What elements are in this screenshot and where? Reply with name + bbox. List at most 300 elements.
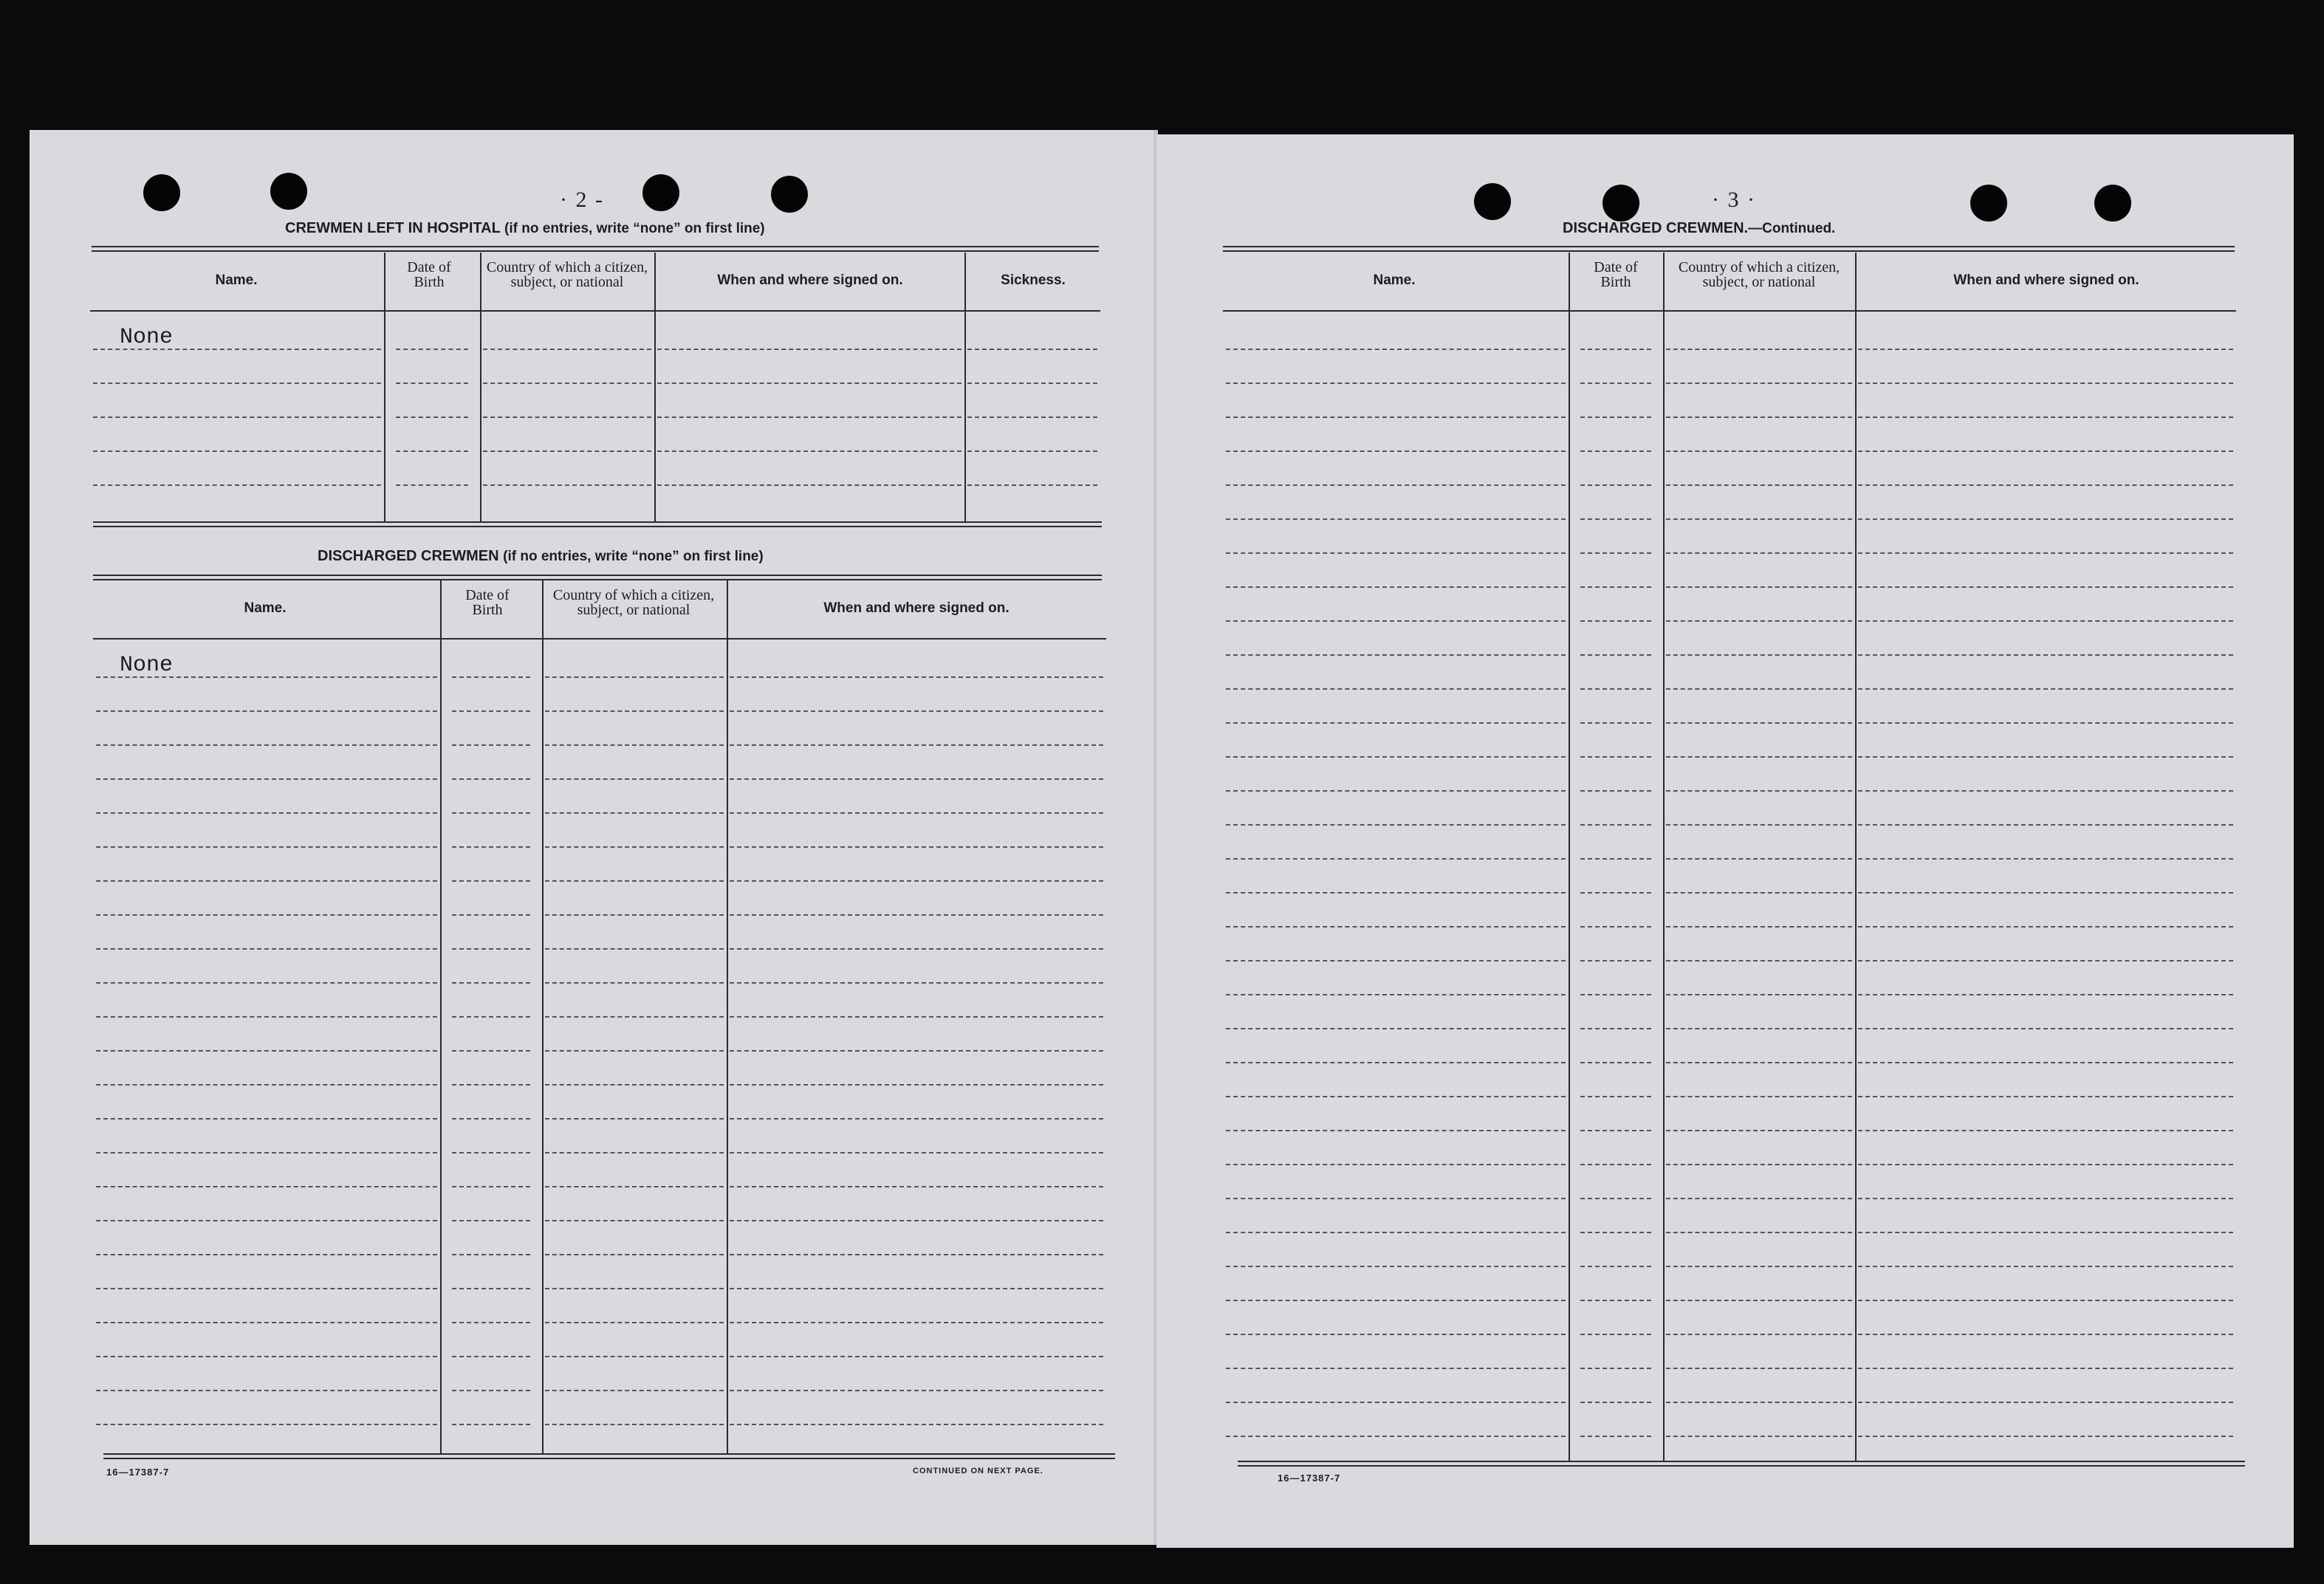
continued-bottom-rule (1238, 1461, 2245, 1467)
entry-line (1666, 1368, 1852, 1369)
entry-line (1226, 654, 1566, 656)
entry-line (1226, 1130, 1566, 1131)
entry-line (1226, 688, 1566, 690)
entry-line (1580, 654, 1651, 656)
entry-line (1858, 994, 2233, 995)
entry-line (1226, 620, 1566, 622)
entry-line (730, 710, 1103, 712)
punch-hole (771, 176, 808, 213)
entry-line (1858, 892, 2233, 894)
entry-line (96, 846, 437, 848)
entry-line (730, 1050, 1103, 1052)
entry-line (1858, 824, 2233, 826)
continued-header-rule (1223, 310, 2236, 312)
continued-title-text: DISCHARGED CREWMEN. (1563, 220, 1749, 236)
entry-line (1580, 926, 1651, 928)
entry-line (452, 1254, 530, 1255)
entry-line (1580, 994, 1651, 995)
entry-line (1226, 1232, 1566, 1233)
entry-line (1226, 1300, 1566, 1301)
entry-line (1580, 349, 1651, 350)
entry-line (93, 450, 381, 452)
entry-line (1858, 518, 2233, 520)
entry-line (1858, 1062, 2233, 1063)
entry-line (967, 484, 1097, 486)
entry-line (483, 349, 651, 350)
entry-line (1580, 892, 1651, 894)
entry-line (1858, 1164, 2233, 1165)
hospital-col-sickness: Sickness. (1001, 272, 1066, 288)
entry-line (1666, 688, 1852, 690)
entry-line (396, 450, 468, 452)
entry-line (1226, 1436, 1566, 1437)
column-divider (440, 580, 442, 1453)
entry-line (452, 710, 530, 712)
entry-line (1666, 654, 1852, 656)
entry-line (452, 846, 530, 848)
entry-line (1858, 484, 2233, 486)
continued-section-title (1563, 220, 1835, 237)
entry-line (1226, 858, 1566, 860)
entry-line (96, 1220, 437, 1221)
entry-line (452, 914, 530, 916)
punch-hole (270, 173, 307, 210)
entry-line (483, 383, 651, 384)
entry-line (1858, 416, 2233, 418)
hospital-section-title (285, 220, 765, 237)
entry-line (452, 982, 530, 984)
entry-line (1858, 1436, 2233, 1437)
left-page (30, 130, 1156, 1545)
entry-line (730, 982, 1103, 984)
entry-line (1858, 1198, 2233, 1199)
entry-line (452, 948, 530, 950)
entry-line (1666, 620, 1852, 622)
entry-line (730, 1084, 1103, 1086)
hospital-top-rule (92, 246, 1099, 252)
entry-line (96, 1254, 437, 1255)
entry-line (1666, 1164, 1852, 1165)
entry-line (1858, 1232, 2233, 1233)
entry-line (396, 383, 468, 384)
entry-line (545, 676, 724, 678)
entry-line (1226, 518, 1566, 520)
page-number: · 3 · (1712, 188, 1756, 212)
entry-line (96, 948, 437, 950)
entry-line (1580, 1266, 1651, 1267)
column-divider (1855, 253, 1857, 1461)
entry-line (1580, 722, 1651, 724)
entry-line (657, 484, 962, 486)
entry-line (545, 744, 724, 746)
entry-line (545, 710, 724, 712)
discharged-section-title (318, 548, 764, 565)
entry-line (1580, 1402, 1651, 1403)
entry-line (1858, 1266, 2233, 1267)
entry-line (483, 484, 651, 486)
entry-line (96, 1322, 437, 1323)
continued-title-suffix: —Continued. (1748, 221, 1836, 236)
entry-line (1666, 1028, 1852, 1029)
entry-line (452, 1118, 530, 1120)
entry-line (1858, 1096, 2233, 1097)
entry-line (1580, 858, 1651, 860)
continued-col-name: Name. (1373, 272, 1416, 288)
entry-line (657, 450, 962, 452)
column-divider (727, 580, 728, 1453)
entry-line (1858, 552, 2233, 554)
entry-line (96, 1356, 437, 1357)
entry-line (1666, 790, 1852, 792)
entry-line (452, 1186, 530, 1187)
hospital-bottom-rule (93, 521, 1102, 527)
entry-line (1858, 722, 2233, 724)
entry-line (730, 1186, 1103, 1187)
entry-line (96, 1118, 437, 1120)
discharged-entry-name: None (120, 653, 174, 678)
entry-line (1580, 1436, 1651, 1437)
entry-line (1858, 1368, 2233, 1369)
entry-line (93, 416, 381, 418)
entry-line (452, 880, 530, 882)
entry-line (1666, 926, 1852, 928)
entry-line (1226, 586, 1566, 588)
hospital-entry-name: None (120, 325, 174, 350)
entry-line (96, 1186, 437, 1187)
entry-line (96, 914, 437, 916)
entry-line (1580, 484, 1651, 486)
entry-line (1666, 1334, 1852, 1335)
entry-line (1858, 790, 2233, 792)
entry-line (657, 383, 962, 384)
entry-line (96, 778, 437, 780)
entry-line (452, 1390, 530, 1391)
entry-line (1666, 450, 1852, 452)
entry-line (1666, 1266, 1852, 1267)
entry-line (1858, 1028, 2233, 1029)
hospital-col-signed-on: When and where signed on. (717, 272, 903, 288)
discharged-top-rule (93, 575, 1102, 580)
entry-line (1666, 994, 1852, 995)
entry-line (1226, 552, 1566, 554)
entry-line (545, 1050, 724, 1052)
entry-line (730, 778, 1103, 780)
entry-line (1226, 790, 1566, 792)
entry-line (545, 948, 724, 950)
entry-line (1226, 450, 1566, 452)
discharged-col-dob: Date of Birth (465, 587, 510, 618)
entry-line (1666, 824, 1852, 826)
hospital-header-rule (90, 310, 1100, 312)
entry-line (1580, 620, 1651, 622)
entry-line (1580, 450, 1651, 452)
entry-line (730, 1118, 1103, 1120)
punch-hole (1474, 183, 1511, 220)
entry-line (1226, 1198, 1566, 1199)
page-number: · 2 - (560, 188, 604, 212)
column-divider (384, 253, 385, 521)
column-divider (1663, 253, 1665, 1461)
entry-line (1226, 1402, 1566, 1403)
entry-line (730, 880, 1103, 882)
entry-line (1580, 1096, 1651, 1097)
entry-line (1858, 450, 2233, 452)
entry-line (452, 1288, 530, 1289)
entry-line (1666, 1436, 1852, 1437)
entry-line (1666, 1096, 1852, 1097)
discharged-header-rule (93, 638, 1106, 640)
entry-line (396, 484, 468, 486)
entry-line (730, 1390, 1103, 1391)
entry-line (96, 812, 437, 814)
entry-line (730, 1356, 1103, 1357)
entry-line (1666, 349, 1852, 350)
entry-line (1580, 1232, 1651, 1233)
entry-line (96, 1288, 437, 1289)
entry-line (1858, 960, 2233, 961)
entry-line (1226, 383, 1566, 384)
entry-line (1666, 383, 1852, 384)
continued-col-country: Country of which a citizen, subject, or national (1678, 259, 1840, 290)
entry-line (452, 1220, 530, 1221)
entry-line (1226, 1368, 1566, 1369)
entry-line (1666, 1198, 1852, 1199)
entry-line (545, 846, 724, 848)
punch-hole (1970, 185, 2007, 222)
hospital-col-country: Country of which a citizen, subject, or national (486, 259, 648, 290)
continued-top-rule (1223, 246, 2235, 252)
entry-line (1858, 1402, 2233, 1403)
entry-line (1580, 1130, 1651, 1131)
entry-line (967, 383, 1097, 384)
entry-line (96, 1050, 437, 1052)
entry-line (545, 880, 724, 882)
entry-line (1666, 586, 1852, 588)
entry-line (967, 349, 1097, 350)
entry-line (452, 1016, 530, 1018)
punch-hole (1603, 185, 1639, 222)
entry-line (1666, 756, 1852, 758)
entry-line (452, 1356, 530, 1357)
entry-line (1580, 1198, 1651, 1199)
entry-line (1226, 722, 1566, 724)
entry-line (1858, 654, 2233, 656)
entry-line (545, 1084, 724, 1086)
discharged-col-name: Name. (244, 600, 287, 616)
entry-line (1226, 824, 1566, 826)
entry-line (452, 1152, 530, 1153)
entry-line (96, 710, 437, 712)
entry-line (1580, 1368, 1651, 1369)
entry-line (1226, 416, 1566, 418)
entry-line (452, 812, 530, 814)
hospital-col-name: Name. (215, 272, 258, 288)
column-divider (480, 253, 481, 521)
entry-line (545, 1254, 724, 1255)
entry-line (1580, 756, 1651, 758)
entry-line (452, 778, 530, 780)
entry-line (1226, 960, 1566, 961)
column-divider (964, 253, 966, 521)
discharged-instruction: (if no entries, write “none” on first line) (503, 549, 764, 564)
continued-col-signed-on: When and where signed on. (1953, 272, 2139, 288)
entry-line (1858, 586, 2233, 588)
entry-line (1580, 960, 1651, 961)
entry-line (730, 1016, 1103, 1018)
entry-line (1580, 1334, 1651, 1335)
entry-line (1580, 518, 1651, 520)
entry-line (1580, 416, 1651, 418)
entry-line (1580, 1062, 1651, 1063)
form-code: 16—17387-7 (1278, 1472, 1341, 1484)
entry-line (545, 914, 724, 916)
entry-line (1580, 688, 1651, 690)
entry-line (730, 846, 1103, 848)
entry-line (730, 676, 1103, 678)
entry-line (452, 676, 530, 678)
entry-line (396, 416, 468, 418)
entry-line (1226, 1266, 1566, 1267)
entry-line (93, 484, 381, 486)
entry-line (1666, 1062, 1852, 1063)
entry-line (1666, 1300, 1852, 1301)
entry-line (545, 812, 724, 814)
entry-line (730, 744, 1103, 746)
entry-line (96, 1152, 437, 1153)
entry-line (1858, 688, 2233, 690)
punch-hole (143, 174, 180, 211)
entry-line (1580, 790, 1651, 792)
entry-line (1226, 994, 1566, 995)
entry-line (730, 1288, 1103, 1289)
entry-line (96, 880, 437, 882)
entry-line (730, 812, 1103, 814)
entry-line (96, 744, 437, 746)
punch-hole (2094, 185, 2131, 222)
entry-line (1666, 722, 1852, 724)
entry-line (1858, 620, 2233, 622)
discharged-bottom-rule (103, 1453, 1115, 1459)
entry-line (1580, 1300, 1651, 1301)
discharged-col-country: Country of which a citizen, subject, or national (552, 587, 715, 618)
entry-line (1666, 892, 1852, 894)
entry-line (483, 416, 651, 418)
entry-line (545, 1356, 724, 1357)
entry-line (545, 1288, 724, 1289)
entry-line (96, 676, 437, 678)
entry-line (545, 1220, 724, 1221)
entry-line (1666, 1130, 1852, 1131)
entry-line (1858, 383, 2233, 384)
entry-line (657, 349, 962, 350)
entry-line (730, 914, 1103, 916)
right-page (1156, 134, 2294, 1548)
entry-line (1580, 1164, 1651, 1165)
entry-line (1666, 1402, 1852, 1403)
entry-line (452, 1424, 530, 1425)
entry-line (967, 450, 1097, 452)
entry-line (730, 1152, 1103, 1153)
entry-line (1666, 858, 1852, 860)
entry-line (93, 349, 381, 350)
entry-line (1858, 349, 2233, 350)
hospital-col-dob: Date of Birth (407, 259, 451, 290)
entry-line (1666, 416, 1852, 418)
entry-line (1226, 892, 1566, 894)
entry-line (545, 1016, 724, 1018)
entry-line (657, 416, 962, 418)
entry-line (967, 416, 1097, 418)
entry-line (545, 1152, 724, 1153)
entry-line (1226, 756, 1566, 758)
entry-line (1858, 756, 2233, 758)
entry-line (1858, 858, 2233, 860)
hospital-title-text: CREWMEN LEFT IN HOSPITAL (285, 220, 501, 236)
entry-line (545, 1322, 724, 1323)
entry-line (730, 1220, 1103, 1221)
entry-line (545, 778, 724, 780)
entry-line (545, 1390, 724, 1391)
entry-line (1226, 1096, 1566, 1097)
entry-line (1858, 926, 2233, 928)
entry-line (1226, 926, 1566, 928)
entry-line (452, 744, 530, 746)
entry-line (1858, 1334, 2233, 1335)
column-divider (1569, 253, 1570, 1461)
entry-line (96, 982, 437, 984)
entry-line (1226, 1062, 1566, 1063)
entry-line (1226, 484, 1566, 486)
entry-line (1858, 1300, 2233, 1301)
entry-line (1226, 1028, 1566, 1029)
entry-line (1858, 1130, 2233, 1131)
entry-line (396, 349, 468, 350)
entry-line (730, 948, 1103, 950)
entry-line (730, 1254, 1103, 1255)
continued-col-dob: Date of Birth (1594, 259, 1638, 290)
entry-line (1580, 1028, 1651, 1029)
continued-note: CONTINUED ON NEXT PAGE. (913, 1467, 1043, 1475)
entry-line (545, 1424, 724, 1425)
entry-line (545, 1186, 724, 1187)
entry-line (1666, 1232, 1852, 1233)
entry-line (96, 1424, 437, 1425)
entry-line (1226, 349, 1566, 350)
form-code: 16—17387-7 (106, 1467, 170, 1478)
discharged-col-signed-on: When and where signed on. (823, 600, 1010, 616)
entry-line (1666, 518, 1852, 520)
column-divider (542, 580, 544, 1453)
entry-line (452, 1050, 530, 1052)
entry-line (1666, 960, 1852, 961)
entry-line (452, 1084, 530, 1086)
entry-line (452, 1322, 530, 1323)
entry-line (96, 1016, 437, 1018)
punch-hole (642, 174, 679, 211)
hospital-instruction: (if no entries, write “none” on first line) (504, 221, 765, 236)
entry-line (96, 1084, 437, 1086)
column-divider (654, 253, 656, 521)
entry-line (730, 1424, 1103, 1425)
entry-line (545, 1118, 724, 1120)
entry-line (1226, 1164, 1566, 1165)
entry-line (1580, 586, 1651, 588)
entry-line (96, 1390, 437, 1391)
discharged-title-text: DISCHARGED CREWMEN (318, 548, 499, 564)
entry-line (1580, 824, 1651, 826)
entry-line (483, 450, 651, 452)
entry-line (1580, 383, 1651, 384)
